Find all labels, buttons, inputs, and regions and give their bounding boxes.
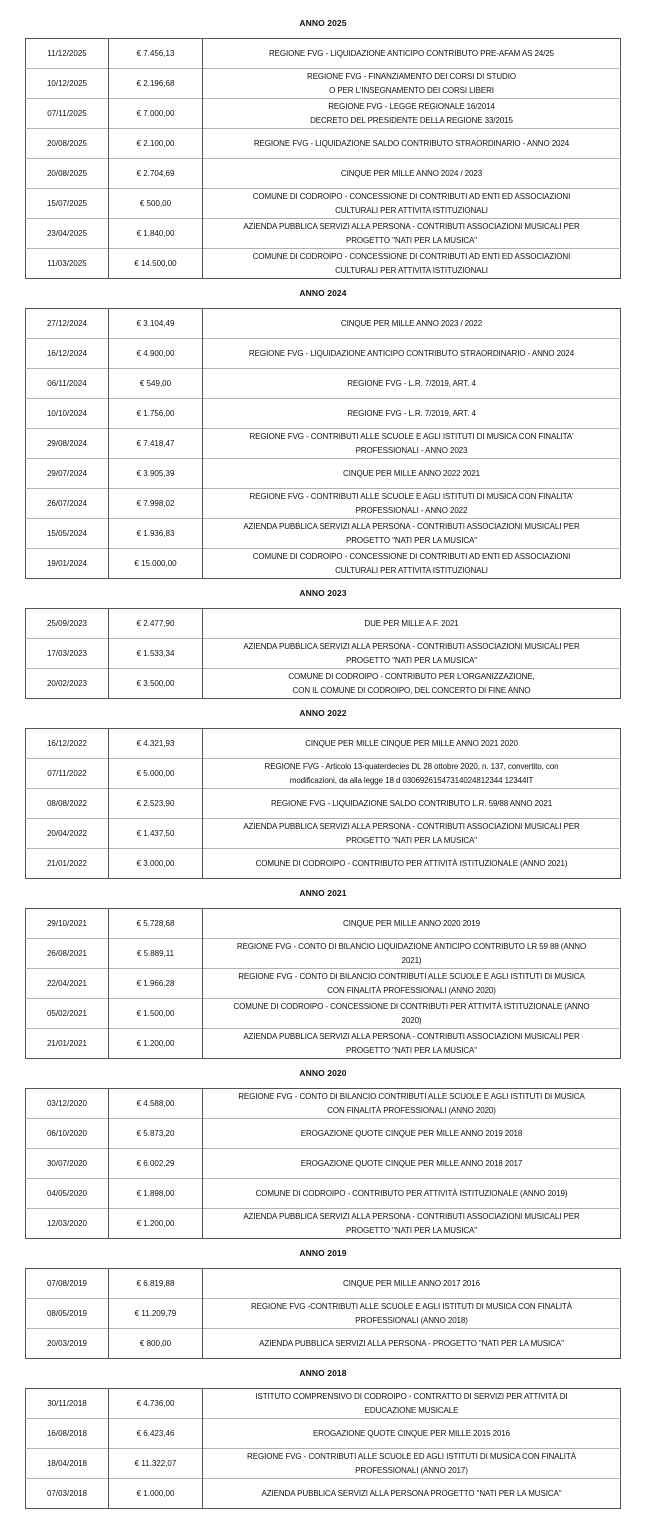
- date-cell: 15/07/2025: [26, 189, 109, 219]
- description-cell: [203, 549, 621, 579]
- description-line: COMUNE DI CODROIPO - CONCESSIONE DI CONTRIBUTI AD ENTI ED ASSOCIAZIONI: [252, 251, 571, 261]
- date-cell: 20/03/2019: [26, 1329, 109, 1359]
- amount-cell: € 6.002,29: [109, 1149, 203, 1179]
- description-cell: [203, 729, 621, 759]
- date-cell: 12/03/2020: [26, 1209, 109, 1239]
- description-cell: [203, 399, 621, 429]
- amount-cell: € 5.873,20: [109, 1119, 203, 1149]
- description-line: PROGETTO "NATI PER LA MUSICA": [346, 655, 477, 665]
- description-line: CINQUE PER MILLE ANNO 2024 / 2023: [340, 168, 483, 178]
- date-cell: 06/10/2020: [26, 1119, 109, 1149]
- description-cell: [203, 819, 621, 849]
- description-cell: [203, 789, 621, 819]
- table-row: [26, 129, 621, 159]
- table-row: [26, 369, 621, 399]
- date-cell: 21/01/2022: [26, 849, 109, 879]
- description-line: PROGETTO "NATI PER LA MUSICA": [346, 235, 477, 245]
- date-cell: 18/04/2018: [26, 1449, 109, 1479]
- date-cell: 30/11/2018: [26, 1389, 109, 1419]
- table-row: [26, 1209, 621, 1239]
- table-row: [26, 1389, 621, 1419]
- amount-cell: € 5.889,11: [109, 939, 203, 969]
- grants-table: [25, 608, 621, 699]
- description-line: 2021): [401, 955, 422, 965]
- description-cell: [203, 1119, 621, 1149]
- description-cell: [203, 519, 621, 549]
- table-row: [26, 1419, 621, 1449]
- year-section: [25, 15, 621, 275]
- amount-cell: € 1.200,00: [109, 1029, 203, 1059]
- description-cell: [203, 969, 621, 999]
- description-cell: [203, 459, 621, 489]
- year-heading: ANNO 2020: [299, 1068, 347, 1078]
- description-line: CINQUE PER MILLE CINQUE PER MILLE ANNO 2021 2020: [305, 738, 518, 748]
- description-line: CINQUE PER MILLE ANNO 2022 2021: [343, 468, 480, 478]
- description-line: REGIONE FVG - LEGGE REGIONALE 16/2014: [328, 101, 495, 111]
- table-row: [26, 849, 621, 879]
- year-section: [25, 1245, 621, 1348]
- description-cell: [203, 1089, 621, 1119]
- description-line: REGIONE FVG - CONTRIBUTI ALLE SCUOLE E AGLI ISTITUTI DI MUSICA CON FINALITA': [249, 491, 574, 501]
- description-cell: [203, 1419, 621, 1449]
- date-cell: 16/08/2018: [26, 1419, 109, 1449]
- amount-cell: € 7.456,13: [109, 39, 203, 69]
- description-cell: [203, 339, 621, 369]
- date-cell: 27/12/2024: [26, 309, 109, 339]
- date-cell: 26/08/2021: [26, 939, 109, 969]
- description-cell: [203, 1479, 621, 1509]
- table-row: [26, 1089, 621, 1119]
- amount-cell: € 549,00: [109, 369, 203, 399]
- amount-cell: € 2.100,00: [109, 129, 203, 159]
- amount-cell: € 1.533,34: [109, 639, 203, 669]
- date-cell: 15/05/2024: [26, 519, 109, 549]
- amount-cell: € 5.728,68: [109, 909, 203, 939]
- description-cell: [203, 939, 621, 969]
- date-cell: 11/03/2025: [26, 249, 109, 279]
- description-line: PROGETTO "NATI PER LA MUSICA": [346, 535, 477, 545]
- amount-cell: € 4.900,00: [109, 339, 203, 369]
- description-line: REGIONE FVG -CONTRIBUTI ALLE SCUOLE E AGLI ISTITUTI DI MUSICA CON FINALITÀ: [250, 1301, 573, 1311]
- amount-cell: € 1.936,83: [109, 519, 203, 549]
- table-row: [26, 249, 621, 279]
- table-row: [26, 159, 621, 189]
- table-row: [26, 819, 621, 849]
- description-cell: [203, 129, 621, 159]
- table-row: [26, 939, 621, 969]
- description-cell: [203, 639, 621, 669]
- date-cell: 23/04/2025: [26, 219, 109, 249]
- amount-cell: € 2.704,69: [109, 159, 203, 189]
- table-row: [26, 189, 621, 219]
- amount-cell: € 2.477,90: [109, 609, 203, 639]
- description-line: PROGETTO "NATI PER LA MUSICA": [346, 835, 477, 845]
- description-cell: [203, 849, 621, 879]
- date-cell: 06/11/2024: [26, 369, 109, 399]
- description-line: DECRETO DEL PRESIDENTE DELLA REGIONE 33/2015: [310, 115, 513, 125]
- date-cell: 29/10/2021: [26, 909, 109, 939]
- date-cell: 16/12/2022: [26, 729, 109, 759]
- date-cell: 07/03/2018: [26, 1479, 109, 1509]
- description-line: CULTURALI PER ATTIVITA ISTITUZIONALI: [335, 565, 488, 575]
- description-line: CON FINALITÀ PROFESSIONALI (ANNO 2020): [327, 1105, 496, 1115]
- date-cell: 05/02/2021: [26, 999, 109, 1029]
- description-line: CINQUE PER MILLE ANNO 2020 2019: [343, 918, 480, 928]
- amount-cell: € 1.840,00: [109, 219, 203, 249]
- date-cell: 10/10/2024: [26, 399, 109, 429]
- year-heading: ANNO 2025: [299, 18, 347, 28]
- date-cell: 08/08/2022: [26, 789, 109, 819]
- description-cell: [203, 369, 621, 399]
- amount-cell: € 1.898,00: [109, 1179, 203, 1209]
- description-line: REGIONE FVG - LIQUIDAZIONE ANTICIPO CONTRIBUTO STRAORDINARIO - ANNO 2024: [248, 348, 575, 358]
- table-row: [26, 789, 621, 819]
- table-row: [26, 219, 621, 249]
- description-line: PROGETTO "NATI PER LA MUSICA": [346, 1045, 477, 1055]
- description-cell: [203, 489, 621, 519]
- description-line: REGIONE FVG - FINANZIAMENTO DEI CORSI DI STUDIO: [307, 71, 516, 81]
- description-cell: [203, 1179, 621, 1209]
- description-line: COMUNE DI CODROIPO - CONCESSIONE DI CONTRIBUTI AD ENTI ED ASSOCIAZIONI: [252, 551, 571, 561]
- description-line: CON IL COMUNE DI CODROIPO, DEL CONCERTO DI FINE ANNO: [292, 685, 531, 695]
- amount-cell: € 1.437,50: [109, 819, 203, 849]
- amount-cell: € 14.500,00: [109, 249, 203, 279]
- date-cell: 30/07/2020: [26, 1149, 109, 1179]
- table-row: [26, 969, 621, 999]
- year-heading: ANNO 2021: [299, 888, 347, 898]
- amount-cell: € 7.998,02: [109, 489, 203, 519]
- table-row: [26, 339, 621, 369]
- description-cell: [203, 1329, 621, 1359]
- table-row: [26, 1449, 621, 1479]
- grants-table: [25, 1268, 621, 1359]
- description-cell: [203, 1269, 621, 1299]
- description-line: REGIONE FVG - LIQUIDAZIONE SALDO CONTRIBUTO L.R. 59/88 ANNO 2021: [270, 798, 553, 808]
- description-line: O PER L'INSEGNAMENTO DEI CORSI LIBERI: [329, 85, 494, 95]
- description-line: COMUNE DI CODROIPO - CONTRIBUTO PER ATTIVITÀ ISTITUZIONALE (ANNO 2019): [255, 1188, 568, 1198]
- description-line: AZIENDA PUBBLICA SERVIZI ALLA PERSONA - CONTRIBUTI ASSOCIAZIONI MUSICALI PER: [243, 1031, 580, 1041]
- description-cell: [203, 759, 621, 789]
- amount-cell: € 7.000,00: [109, 99, 203, 129]
- amount-cell: € 5.000,00: [109, 759, 203, 789]
- year-heading: ANNO 2024: [299, 288, 347, 298]
- amount-cell: € 11.209,79: [109, 1299, 203, 1329]
- table-row: [26, 489, 621, 519]
- description-line: COMUNE DI CODROIPO - CONCESSIONE DI CONTRIBUTI AD ENTI ED ASSOCIAZIONI: [252, 191, 571, 201]
- amount-cell: € 3.905,39: [109, 459, 203, 489]
- description-cell: [203, 309, 621, 339]
- amount-cell: € 3.500,00: [109, 669, 203, 699]
- description-cell: [203, 1449, 621, 1479]
- date-cell: 04/05/2020: [26, 1179, 109, 1209]
- description-line: REGIONE FVG - CONTRIBUTI ALLE SCUOLE ED AGLI ISTITUTI DI MUSICA CON FINALITÀ: [247, 1451, 576, 1461]
- description-cell: [203, 999, 621, 1029]
- description-line: COMUNE DI CODROIPO - CONTRIBUTO PER L'ORGANIZZAZIONE,: [288, 671, 535, 681]
- description-line: EROGAZIONE QUOTE CINQUE PER MILLE ANNO 2018 2017: [300, 1158, 523, 1168]
- description-line: CON FINALITÀ PROFESSIONALI (ANNO 2020): [327, 985, 496, 995]
- table-row: [26, 609, 621, 639]
- year-section: [25, 885, 621, 1055]
- amount-cell: € 1.500,00: [109, 999, 203, 1029]
- description-cell: [203, 1149, 621, 1179]
- amount-cell: € 15.000,00: [109, 549, 203, 579]
- description-line: REGIONE FVG - Articolo 13-quaterdecies DL 28 ottobre 2020, n. 137, convertito, con: [264, 761, 559, 771]
- grants-table: [25, 308, 621, 579]
- amount-cell: € 4.321,93: [109, 729, 203, 759]
- amount-cell: € 1.000,00: [109, 1479, 203, 1509]
- description-cell: [203, 1389, 621, 1419]
- description-line: AZIENDA PUBBLICA SERVIZI ALLA PERSONA PROGETTO "NATI PER LA MUSICA": [261, 1488, 562, 1498]
- description-line: REGIONE FVG - CONTO DI BILANCIO CONTRIBUTI ALLE SCUOLE E AGLI ISTITUTI DI MUSICA: [238, 971, 585, 981]
- description-line: REGIONE FVG - CONTO DI BILANCIO CONTRIBUTI ALLE SCUOLE E AGLI ISTITUTI DI MUSICA: [238, 1091, 585, 1101]
- table-row: [26, 429, 621, 459]
- grants-table: [25, 908, 621, 1059]
- description-cell: [203, 99, 621, 129]
- table-row: [26, 759, 621, 789]
- description-cell: [203, 1209, 621, 1239]
- year-heading: ANNO 2023: [299, 588, 347, 598]
- date-cell: 25/09/2023: [26, 609, 109, 639]
- date-cell: 07/11/2022: [26, 759, 109, 789]
- table-row: [26, 1119, 621, 1149]
- description-cell: [203, 69, 621, 99]
- table-row: [26, 909, 621, 939]
- date-cell: 20/08/2025: [26, 159, 109, 189]
- description-line: AZIENDA PUBBLICA SERVIZI ALLA PERSONA - CONTRIBUTI ASSOCIAZIONI MUSICALI PER: [243, 1211, 580, 1221]
- grants-table: [25, 1088, 621, 1239]
- description-line: 2020): [401, 1015, 422, 1025]
- year-section: [25, 1065, 621, 1235]
- date-cell: 10/12/2025: [26, 69, 109, 99]
- description-cell: [203, 429, 621, 459]
- year-section: [25, 285, 621, 575]
- description-cell: [203, 39, 621, 69]
- description-line: PROFESSIONALI - ANNO 2022: [355, 505, 468, 515]
- date-cell: 20/04/2022: [26, 819, 109, 849]
- description-line: PROGETTO "NATI PER LA MUSICA": [346, 1225, 477, 1235]
- year-section: [25, 585, 621, 695]
- amount-cell: € 3.000,00: [109, 849, 203, 879]
- amount-cell: € 500,00: [109, 189, 203, 219]
- description-cell: [203, 909, 621, 939]
- date-cell: 26/07/2024: [26, 489, 109, 519]
- amount-cell: € 6.423,46: [109, 1419, 203, 1449]
- table-row: [26, 639, 621, 669]
- table-row: [26, 399, 621, 429]
- table-row: [26, 1329, 621, 1359]
- description-line: modificazioni, da alla legge 18 d 03069261547314024812344 12344IT: [289, 775, 534, 785]
- date-cell: 08/05/2019: [26, 1299, 109, 1329]
- table-row: [26, 1299, 621, 1329]
- amount-cell: € 2.196,68: [109, 69, 203, 99]
- amount-cell: € 1.756,00: [109, 399, 203, 429]
- description-cell: [203, 219, 621, 249]
- date-cell: 17/03/2023: [26, 639, 109, 669]
- description-line: ISTITUTO COMPRENSIVO DI CODROIPO - CONTRATTO DI SERVIZI PER ATTIVITÀ DI: [255, 1391, 568, 1401]
- table-row: [26, 1479, 621, 1509]
- description-line: CINQUE PER MILLE ANNO 2023 / 2022: [340, 318, 483, 328]
- amount-cell: € 3.104,49: [109, 309, 203, 339]
- table-row: [26, 1149, 621, 1179]
- amount-cell: € 11.322,07: [109, 1449, 203, 1479]
- year-heading: ANNO 2022: [299, 708, 347, 718]
- amount-cell: € 7.418,47: [109, 429, 203, 459]
- description-line: CINQUE PER MILLE ANNO 2017 2016: [343, 1278, 480, 1288]
- date-cell: 29/08/2024: [26, 429, 109, 459]
- date-cell: 20/08/2025: [26, 129, 109, 159]
- description-line: REGIONE FVG - CONTO DI BILANCIO LIQUIDAZIONE ANTICIPO CONTRIBUTO LR 59 88 (ANNO: [236, 941, 587, 951]
- date-cell: 19/01/2024: [26, 549, 109, 579]
- description-cell: [203, 249, 621, 279]
- description-line: REGIONE FVG - L.R. 7/2019, ART. 4: [347, 378, 476, 388]
- description-line: AZIENDA PUBBLICA SERVIZI ALLA PERSONA - CONTRIBUTI ASSOCIAZIONI MUSICALI PER: [243, 641, 580, 651]
- year-heading: ANNO 2019: [299, 1248, 347, 1258]
- description-line: REGIONE FVG - LIQUIDAZIONE SALDO CONTRIBUTO STRAORDINARIO - ANNO 2024: [253, 138, 570, 148]
- description-line: AZIENDA PUBBLICA SERVIZI ALLA PERSONA - CONTRIBUTI ASSOCIAZIONI MUSICALI PER: [243, 221, 580, 231]
- date-cell: 07/11/2025: [26, 99, 109, 129]
- description-line: PROFESSIONALI (ANNO 2018): [355, 1315, 468, 1325]
- year-heading: ANNO 2018: [299, 1368, 347, 1378]
- description-line: AZIENDA PUBBLICA SERVIZI ALLA PERSONA - PROGETTO "NATI PER LA MUSICA": [259, 1338, 564, 1348]
- description-cell: [203, 669, 621, 699]
- description-cell: [203, 189, 621, 219]
- date-cell: 16/12/2024: [26, 339, 109, 369]
- description-line: REGIONE FVG - CONTRIBUTI ALLE SCUOLE E AGLI ISTITUTI DI MUSICA CON FINALITA': [249, 431, 574, 441]
- year-section: [25, 1365, 621, 1498]
- description-line: EDUCAZIONE MUSICALE: [364, 1405, 459, 1415]
- date-cell: 20/02/2023: [26, 669, 109, 699]
- table-row: [26, 729, 621, 759]
- date-cell: 11/12/2025: [26, 39, 109, 69]
- description-cell: [203, 159, 621, 189]
- description-line: PROFESSIONALI - ANNO 2023: [355, 445, 468, 455]
- description-line: DUE PER MILLE A.F. 2021: [364, 618, 459, 628]
- grants-table: [25, 728, 621, 879]
- date-cell: 07/08/2019: [26, 1269, 109, 1299]
- table-row: [26, 669, 621, 699]
- description-line: CULTURALI PER ATTIVITA ISTITUZIONALI: [335, 265, 488, 275]
- table-row: [26, 309, 621, 339]
- table-row: [26, 69, 621, 99]
- description-cell: [203, 609, 621, 639]
- amount-cell: € 4.588,00: [109, 1089, 203, 1119]
- amount-cell: € 4.736,00: [109, 1389, 203, 1419]
- description-line: EROGAZIONE QUOTE CINQUE PER MILLE ANNO 2019 2018: [300, 1128, 523, 1138]
- date-cell: 22/04/2021: [26, 969, 109, 999]
- grants-table: [25, 38, 621, 279]
- amount-cell: € 2.523,90: [109, 789, 203, 819]
- amount-cell: € 1.966,28: [109, 969, 203, 999]
- year-section: [25, 705, 621, 868]
- description-line: COMUNE DI CODROIPO - CONCESSIONE DI CONTRIBUTI PER ATTIVITÀ ISTITUZIONALE (ANNO: [233, 1001, 590, 1011]
- description-line: AZIENDA PUBBLICA SERVIZI ALLA PERSONA - CONTRIBUTI ASSOCIAZIONI MUSICALI PER: [243, 521, 580, 531]
- date-cell: 03/12/2020: [26, 1089, 109, 1119]
- table-row: [26, 549, 621, 579]
- date-cell: 29/07/2024: [26, 459, 109, 489]
- description-line: REGIONE FVG - L.R. 7/2019, ART. 4: [347, 408, 476, 418]
- amount-cell: € 800,00: [109, 1329, 203, 1359]
- description-line: AZIENDA PUBBLICA SERVIZI ALLA PERSONA - CONTRIBUTI ASSOCIAZIONI MUSICALI PER: [243, 821, 580, 831]
- table-row: [26, 1179, 621, 1209]
- amount-cell: € 6.819,88: [109, 1269, 203, 1299]
- table-row: [26, 1029, 621, 1059]
- description-cell: [203, 1029, 621, 1059]
- description-line: REGIONE FVG - LIQUIDAZIONE ANTICIPO CONTRIBUTO PRE-AFAM AS 24/25: [268, 48, 555, 58]
- description-line: EROGAZIONE QUOTE CINQUE PER MILLE 2015 2016: [312, 1428, 511, 1438]
- table-row: [26, 39, 621, 69]
- table-row: [26, 999, 621, 1029]
- table-row: [26, 459, 621, 489]
- description-cell: [203, 1299, 621, 1329]
- amount-cell: € 1.200,00: [109, 1209, 203, 1239]
- table-row: [26, 99, 621, 129]
- date-cell: 21/01/2021: [26, 1029, 109, 1059]
- grants-table: [25, 1388, 621, 1509]
- description-line: PROFESSIONALI (ANNO 2017): [355, 1465, 468, 1475]
- description-line: CULTURALI PER ATTIVITA ISTITUZIONALI: [335, 205, 488, 215]
- description-line: COMUNE DI CODROIPO - CONTRIBUTO PER ATTIVITÀ ISTITUZIONALE (ANNO 2021): [255, 858, 568, 868]
- table-row: [26, 1269, 621, 1299]
- table-row: [26, 519, 621, 549]
